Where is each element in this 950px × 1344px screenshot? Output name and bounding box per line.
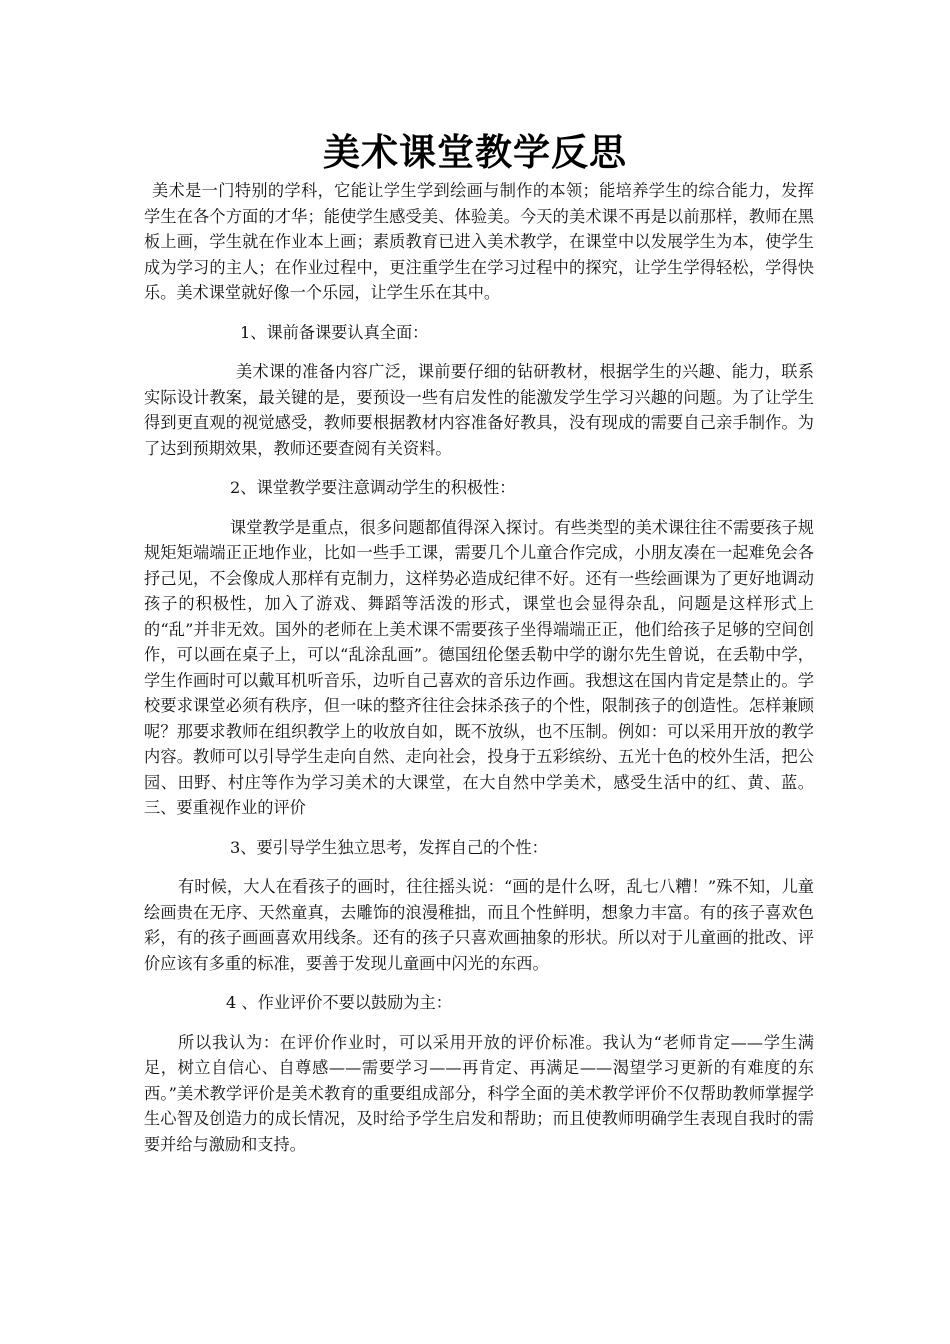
section-3-paragraph: 有时候，大人在看孩子的画时，往往摇头说：“画的是什么呀，乱七八糟！”殊不知，儿童绘画贵在无序、天然童真，去雕饰的浪漫稚拙，而且个性鲜明，想象力丰富。有的孩子喜欢色彩，有的孩子画画喜欢用线条。还有的孩子只喜欢画抽象的形状。所以对于儿童画的批改、评价应该有多重的标准，要善于发现儿童画中闪光的东西。 xyxy=(144,877,814,973)
section-1-heading: 1、课前备课要认真全面： xyxy=(240,322,429,342)
document-body xyxy=(144,178,814,1157)
intro-paragraph: 美术是一门特别的学科，它能让学生学到绘画与制作的本领；能培养学生的综合能力，发挥学生在各个方面的才华；能使学生感受美、体验美。今天的美术课不再是以前那样，教师在黑板上画，学生就在作业本上画；素质教育已进入美术教学，在课堂中以发展学生为本，使学生成为学习的主人；在作业过程中，更注重学生在学习过程中的探究，让学生学得轻松，学得快乐。美术课堂就好像一个乐园，让学生乐在其中。 xyxy=(144,181,814,302)
section-4-paragraph: 所以我认为：在评价作业时，可以采用开放的评价标准。我认为“老师肯定——学生满足，树立自信心、自尊感——需要学习——再肯定、再满足——渴望学习更新的有难度的东西。”美术教学评价是美术教育的重要组成部分，科学全面的美术教学评价不仅帮助教师掌握学生心智及创造力的成长情况，及时给予学生启发和帮助；而且使教师明确学生表现自我时的需要并给与激励和支持。 xyxy=(144,1032,814,1154)
section-2-heading: 2、课堂教学要注意调动学生的积极性： xyxy=(230,478,516,497)
section-4-heading: 4 、作业评价不要以鼓励为主： xyxy=(226,993,452,1012)
document-title: 美术课堂教学反思 xyxy=(323,131,627,174)
section-2-paragraph: 课堂教学是重点，很多问题都值得深入探讨。有些类型的美术课往往不需要孩子规规矩矩端端正正地作业，比如一些手工课，需要几个儿童合作完成，小朋友凑在一起难免会各抒己见，不会像成人那样有克制力，这样势必造成纪律不好。还有一些绘画课为了更好地调动孩子的积极性，加入了游戏、舞蹈等活泼的形式，课堂也会显得杂乱，问题是这样形式上的“乱”并非无效。国外的老师在上美术课不需要孩子坐得端端正正，他们给孩子足够的空间创作，可以画在桌子上，可以“乱涂乱画”。德国纽伦堡丢勒中学的谢尔先生曾说，在丢勒中学，学生作画时可以戴耳机听音乐，边听自己喜欢的音乐边作画。我想这在国内肯定是禁止的。学校要求课堂必须有秩序，但一味的整齐往往会抹杀孩子的个性，限制孩子的创造性。怎样兼顾呢？那要求教师在组织教学上的收放自如，既不放纵，也不压制。例如：可以采用开放的教学内容。教师可以引导学生走向自然、走向社会，投身于五彩缤纷、五光十色的校外生活，把公园、田野、村庄等作为学习美术的大课堂，在大自然中学美术，感受生活中的红、黄、蓝。三、要重视作业的评价 xyxy=(144,517,814,817)
section-3-heading: 3、要引导学生独立思考，发挥自己的个性： xyxy=(230,837,548,857)
section-1-paragraph: 美术课的准备内容广泛，课前要仔细的钻研教材，根据学生的兴趣、能力，联系实际设计教案，最关键的是，要预设一些有启发性的能激发学生学习兴趣的问题。为了让学生得到更直观的视觉感受，教师要根据教材内容准备好教具，没有现成的需要自己亲手制作。为了达到预期效果，教师还要查阅有关资料。 xyxy=(144,362,814,458)
